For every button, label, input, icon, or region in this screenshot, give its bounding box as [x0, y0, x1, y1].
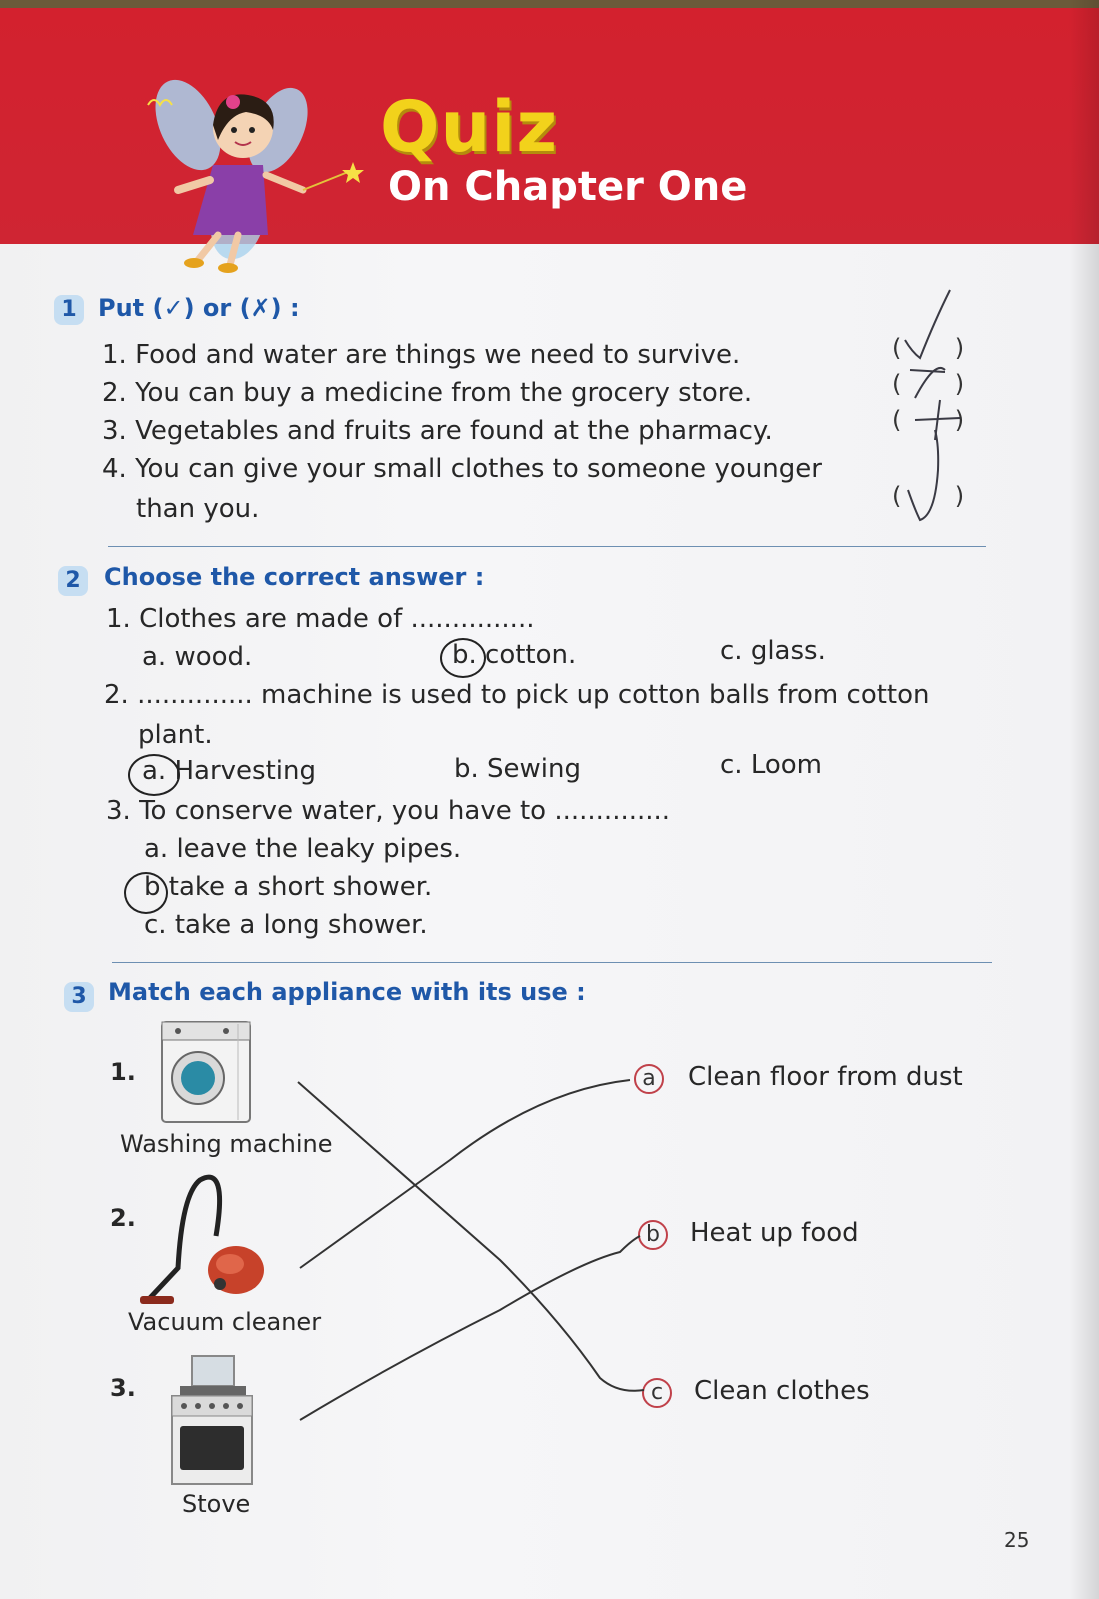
s2-q1-option-c: c. glass. — [720, 636, 826, 666]
section-3-heading: Match each appliance with its use : — [108, 978, 586, 1006]
section-1-heading: Put (✓) or (✗) : — [98, 294, 300, 322]
quiz-title: Quiz — [380, 86, 559, 168]
use-c-label: c — [642, 1378, 672, 1408]
chapter-subtitle: On Chapter One — [388, 164, 748, 210]
circle-q2-answer — [128, 754, 180, 796]
s2-q2-continued: plant. — [138, 720, 213, 750]
s2-q1: 1. Clothes are made of ............... — [106, 604, 535, 634]
stove-icon — [166, 1354, 256, 1488]
page-edge-shadow — [1069, 0, 1099, 1599]
section-2-number: 2 — [58, 566, 88, 596]
s1-item-4: 4. You can give your small clothes to someone younger — [102, 454, 822, 484]
answer-paren-1: ( ) — [892, 334, 965, 362]
appliance-1-name: Washing machine — [120, 1130, 333, 1158]
match-line-2-a — [300, 1080, 630, 1268]
answer-paren-2: ( ) — [892, 370, 965, 398]
use-b-label: b — [638, 1220, 668, 1250]
page-number: 25 — [1004, 1528, 1030, 1552]
use-b-text: Heat up food — [690, 1218, 859, 1248]
s2-q2-option-a: a. Harvesting — [142, 756, 316, 786]
appliance-1-number: 1. — [110, 1058, 136, 1086]
appliance-3-name: Stove — [182, 1490, 251, 1518]
s2-q3: 3. To conserve water, you have to .............. — [106, 796, 671, 826]
circle-q3-answer — [124, 872, 168, 914]
s2-q3-option-a: a. leave the leaky pipes. — [144, 834, 462, 864]
circle-q1-answer — [440, 638, 486, 678]
s2-q1-option-b: b. cotton. — [452, 640, 577, 670]
s1-item-3: 3. Vegetables and fruits are found at the pharmacy. — [102, 416, 773, 446]
section-1-number: 1 — [54, 295, 84, 325]
s2-q2: 2. .............. machine is used to pick up cotton balls from cotton — [104, 680, 930, 710]
s2-q1-option-a: a. wood. — [142, 642, 253, 672]
washing-machine-icon — [158, 1018, 258, 1126]
s1-item-4-continued: than you. — [136, 494, 260, 524]
s2-q2-option-b: b. Sewing — [454, 754, 582, 784]
match-line-3-b — [300, 1236, 640, 1420]
divider-1 — [108, 546, 986, 547]
s2-q3-option-b: b take a short shower. — [144, 872, 433, 902]
answer-paren-3: ( ) — [892, 406, 965, 434]
divider-2 — [112, 962, 992, 963]
use-c-text: Clean clothes — [694, 1376, 870, 1406]
section-2-heading: Choose the correct answer : — [104, 563, 485, 591]
match-line-1-c — [298, 1082, 644, 1391]
s2-q2-option-c: c. Loom — [720, 750, 822, 780]
section-3-number: 3 — [64, 982, 94, 1012]
appliance-2-name: Vacuum cleaner — [128, 1308, 322, 1336]
appliance-3-number: 3. — [110, 1374, 136, 1402]
appliance-2-number: 2. — [110, 1204, 136, 1232]
vacuum-cleaner-icon — [138, 1174, 268, 1310]
use-a-label: a — [634, 1064, 664, 1094]
answer-paren-4: ( ) — [892, 482, 965, 510]
use-a-text: Clean floor from dust — [688, 1062, 963, 1092]
s1-item-2: 2. You can buy a medicine from the grocery store. — [102, 378, 753, 408]
fairy-illustration — [118, 70, 368, 280]
s2-q3-option-c: c. take a long shower. — [144, 910, 428, 940]
s1-item-1: 1. Food and water are things we need to survive. — [102, 340, 741, 370]
